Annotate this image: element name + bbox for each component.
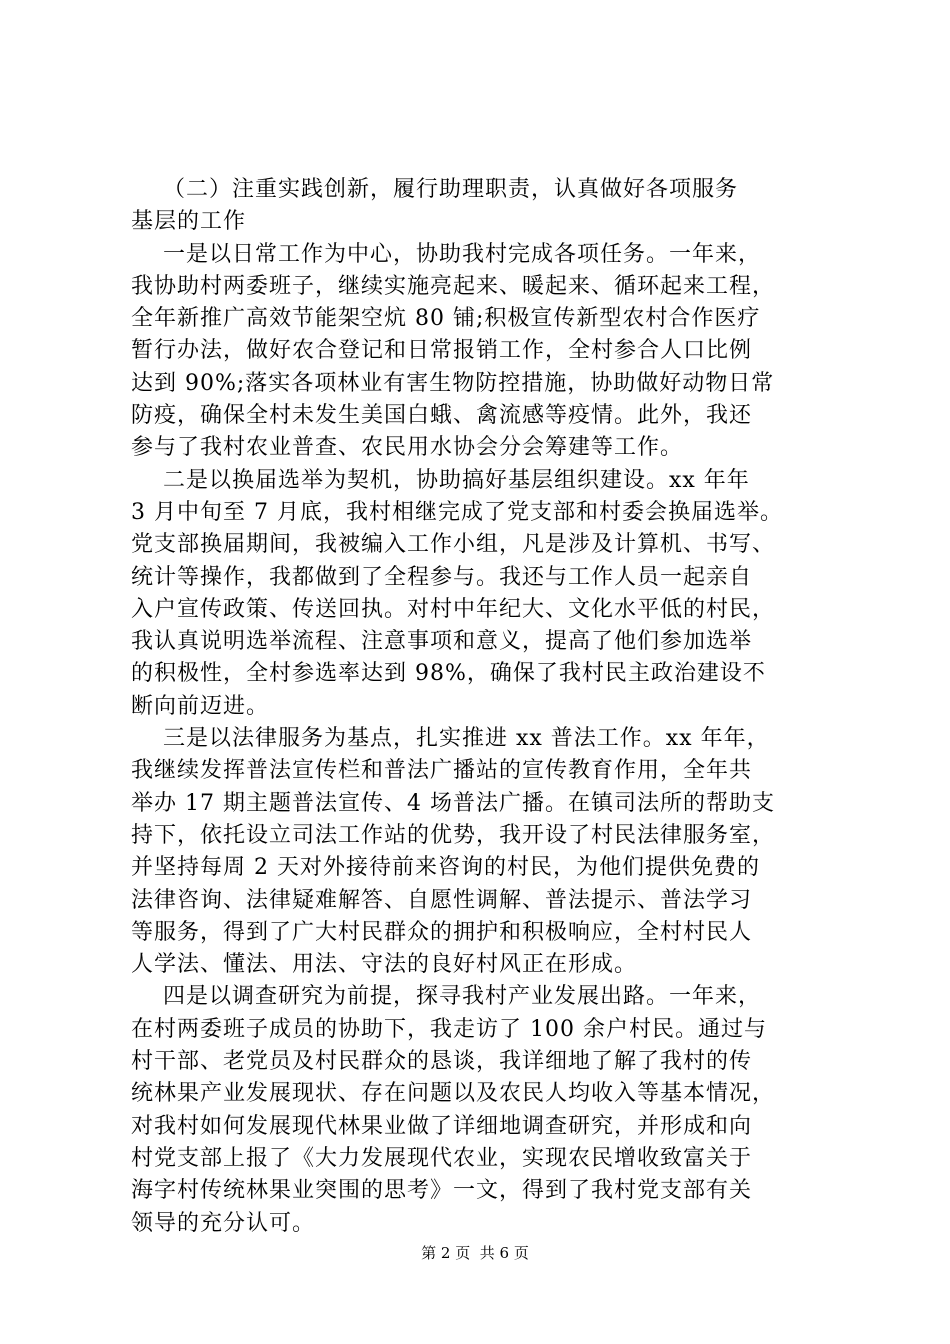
text-line: 一是以日常工作为中心，协助我村完成各项任务。一年来， <box>131 241 761 267</box>
document-body <box>131 174 831 1240</box>
text-line: 三是以法律服务为基点，扎实推进 xx 普法工作。xx 年年， <box>131 726 770 752</box>
text-line: 基层的工作 <box>131 209 247 235</box>
text-line: 持下，依托设立司法工作站的优势，我开设了村民法律服务室， <box>131 822 776 848</box>
text-line: 入户宣传政策、传送回执。对村中年纪大、文化水平低的村民， <box>131 596 776 622</box>
text-line: 法律咨询、法律疑难解答、自愿性调解、普法提示、普法学习 <box>131 887 753 913</box>
text-line: 断向前迈进。 <box>131 693 270 719</box>
text-line: 参与了我村农业普查、农民用水协会分会筹建等工作。 <box>131 435 684 461</box>
text-line: 在村两委班子成员的协助下，我走访了 100 余户村民。通过与 <box>131 1016 767 1042</box>
text-line: 等服务，得到了广大村民群众的拥护和积极响应，全村村民人 <box>131 919 753 945</box>
page-footer: 第 2 页 共 6 页 <box>421 1244 529 1262</box>
text-line: 四是以调查研究为前提，探寻我村产业发展出路。一年来， <box>131 984 761 1010</box>
text-line: 村党支部上报了《大力发展现代农业，实现农民增收致富关于 <box>131 1145 753 1171</box>
text-line: 举办 17 期主题普法宣传、4 场普法广播。在镇司法所的帮助支 <box>131 790 775 816</box>
text-line: 人学法、懂法、用法、守法的良好村风正在形成。 <box>131 952 638 978</box>
text-line: 海字村传统林果业突围的思考》一文，得到了我村党支部有关 <box>131 1178 753 1204</box>
text-line: 达到 90%;落实各项林业有害生物防控措施，协助做好动物日常 <box>131 370 775 396</box>
text-line: 我协助村两委班子，继续实施亮起来、暖起来、循环起来工程， <box>131 273 776 299</box>
text-line: 统林果产业发展现状、存在问题以及农民人均收入等基本情况， <box>131 1081 776 1107</box>
text-line: 的积极性，全村参选率达到 98%，确保了我村民主政治建设不 <box>131 661 766 687</box>
text-line: 并坚持每周 2 天对外接待前来咨询的村民，为他们提供免费的 <box>131 855 760 881</box>
text-line: 领导的充分认可。 <box>131 1210 316 1236</box>
text-line: 统计等操作，我都做到了全程参与。我还与工作人员一起亲自 <box>131 564 753 590</box>
text-line: 党支部换届期间，我被编入工作小组，凡是涉及计算机、书写、 <box>131 532 776 558</box>
text-line: （二）注重实践创新，履行助理职责，认真做好各项服务 <box>131 177 738 202</box>
text-line: 防疫，确保全村未发生美国白蛾、禽流感等疫情。此外，我还 <box>131 403 753 429</box>
text-line: 暂行办法，做好农合登记和日常报销工作，全村参合人口比例 <box>131 338 753 364</box>
text-line: 二是以换届选举为契机，协助搞好基层组织建设。xx 年年 <box>131 467 750 493</box>
text-line: 3 月中旬至 7 月底，我村相继完成了党支部和村委会换届选举。 <box>131 499 783 525</box>
text-line: 对我村如何发展现代林果业做了详细地调查研究，并形成和向 <box>131 1113 753 1139</box>
text-line: 我继续发挥普法宣传栏和普法广播站的宣传教育作用，全年共 <box>131 758 753 784</box>
text-line: 村干部、老党员及村民群众的恳谈，我详细地了解了我村的传 <box>131 1049 753 1075</box>
text-line: 我认真说明选举流程、注意事项和意义，提高了他们参加选举 <box>131 629 753 655</box>
text-line: 全年新推广高效节能架空炕 80 铺;积极宣传新型农村合作医疗 <box>131 306 761 332</box>
